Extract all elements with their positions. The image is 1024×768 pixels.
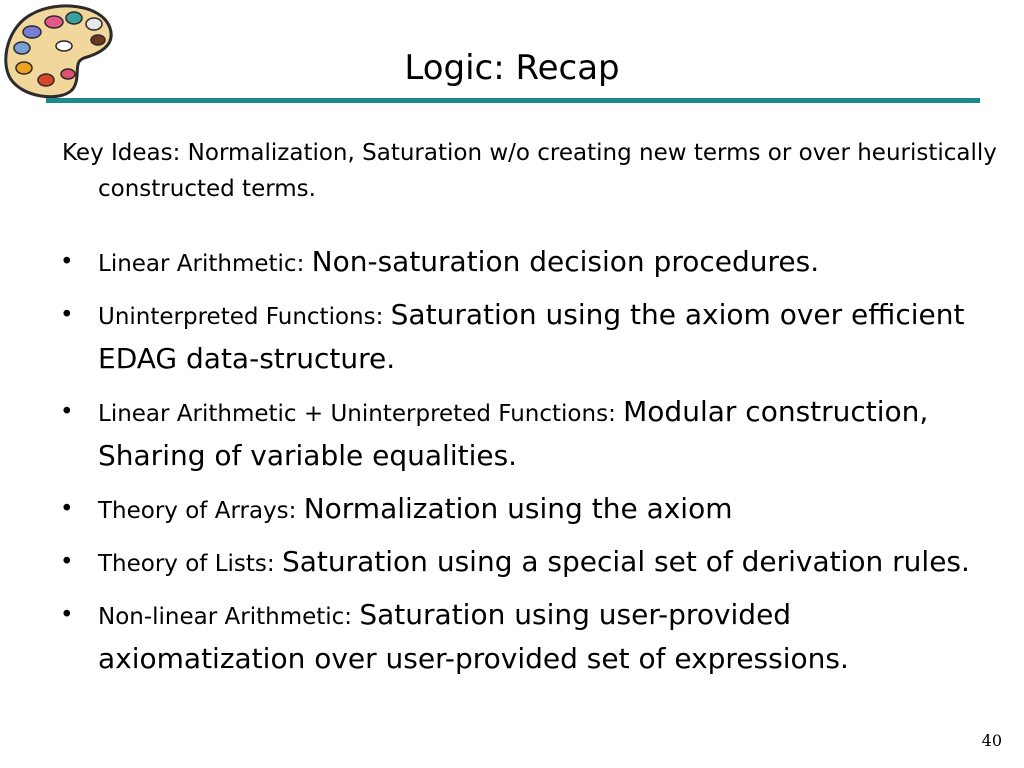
bullet-desc: Normalization using the axiom [303,492,733,525]
bullet-lead: Uninterpreted Functions: [98,304,391,330]
bullet-marker: • [60,602,74,628]
bullet-item [60,489,980,533]
bullet-desc: Non-saturation decision procedures. [311,245,820,278]
bullet-list [60,242,980,692]
bullet-desc: Saturation using user-provided axiomatization over user-provided set of expressions. [98,598,849,675]
bullet-marker: • [60,399,74,425]
bullet-lead: Linear Arithmetic: [98,251,312,277]
bullet-marker: • [60,549,74,575]
bullet-lead: Theory of Arrays: [98,498,304,524]
bullet-item [60,295,980,383]
bullet-desc: Saturation using the axiom over efficient EDAG data-structure. [98,298,965,375]
bullet-item [60,595,980,683]
bullet-lead: Theory of Lists: [98,551,282,577]
bullet-desc: Saturation using a special set of derivation rules. [281,545,970,578]
bullet-item [60,242,980,286]
bullet-marker: • [60,302,74,328]
bullet-lead: Linear Arithmetic + Uninterpreted Functions: [98,401,624,427]
page-number: 40 [981,731,1002,750]
bullet-desc: Modular construction, Sharing of variable equalities. [98,395,929,472]
key-ideas-text: Key Ideas: Normalization, Saturation w/o creating new terms or over heuristically constructed terms. [62,140,997,202]
bullet-item [60,542,980,586]
bullet-item [60,392,980,480]
title-divider [46,98,980,103]
bullet-marker: • [60,496,74,522]
bullet-lead: Non-linear Arithmetic: [98,604,360,630]
slide-title: Logic: Recap [404,48,620,88]
bullet-marker: • [60,249,74,275]
